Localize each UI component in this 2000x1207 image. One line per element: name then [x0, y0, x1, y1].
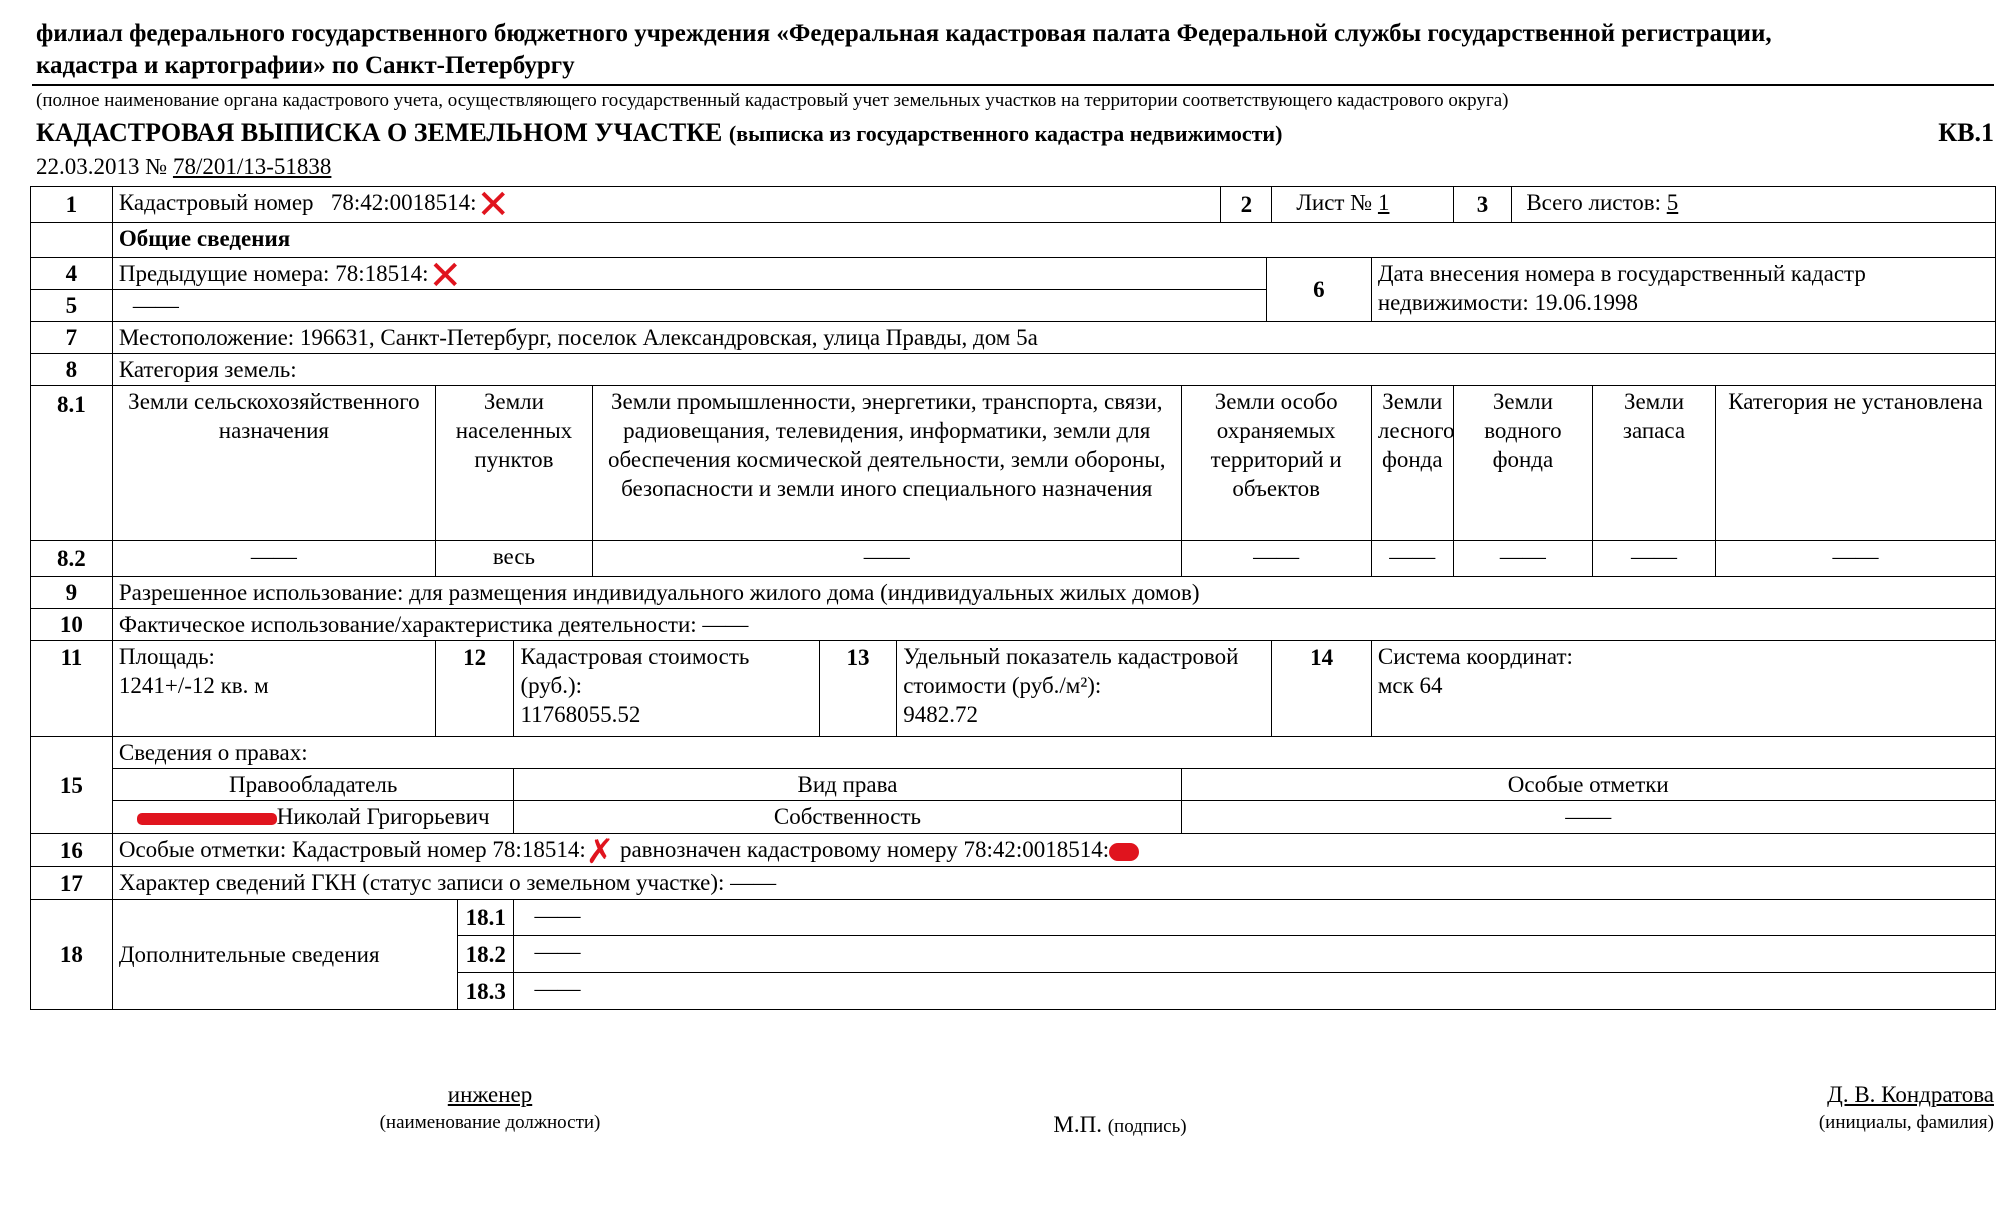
document-date-number — [36, 154, 331, 180]
cadastral-value-label: Кадастровая стоимость (руб.): — [520, 644, 750, 698]
cadastral-number-label: Кадастровый номер — [118, 190, 314, 215]
category-value: —— — [1371, 541, 1453, 577]
rights-holder: Николай Григорьевич — [276, 804, 490, 829]
coordinate-system-label: Система координат: — [1377, 644, 1573, 669]
rights-header-holder: Правообладатель — [112, 769, 514, 801]
row-num: 12 — [435, 641, 514, 737]
category-value: весь — [435, 541, 592, 577]
sheet-value: 1 — [1377, 190, 1390, 215]
row-num: 5 — [31, 290, 113, 322]
signer-caption: (инициалы, фамилия) — [1818, 1112, 1994, 1133]
rights-label: Сведения о правах: — [112, 737, 1995, 769]
category-industry: Земли промышленности, энергетики, транспорта, связи, радиовещания, телевидения, информатики, земли для обеспечения космической деятельности, земли обороны, безопасности и земли иного специального назначения — [592, 386, 1181, 541]
sheet-label: Лист № — [1296, 190, 1373, 215]
additional-info-value: —— — [514, 936, 1996, 973]
cadastral-number-cell — [112, 181, 1221, 228]
actual-use-cell: Фактическое использование/характеристика деятельности: —— — [112, 609, 1995, 641]
previous-numbers: Предыдущие номера: 78:18514: — [118, 261, 429, 286]
stamp-block — [1000, 1112, 1240, 1138]
additional-info-value: —— — [514, 973, 1996, 1010]
title-subtitle: (выписка из государственного кадастра недвижимости) — [728, 121, 1283, 146]
row-num: 15 — [31, 737, 113, 834]
additional-info-label: Дополнительные сведения — [112, 900, 457, 1010]
document-number: 78/201/13-51838 — [172, 154, 332, 179]
header-divider — [32, 84, 1994, 86]
specific-value-cell — [897, 641, 1272, 737]
rights-marks: —— — [1181, 801, 1996, 834]
category-protected: Земли особо охраняемых территорий и объектов — [1181, 386, 1371, 541]
row-8-1 — [31, 386, 1996, 541]
specific-value-label: Удельный показатель кадастровой стоимости (руб./м²): — [903, 644, 1239, 698]
row-num: 8 — [31, 354, 113, 386]
land-category-label: Категория земель: — [112, 354, 1995, 386]
category-value: —— — [1715, 541, 1995, 577]
category-settlements: Земли населенных пунктов — [435, 386, 592, 541]
row-18-1 — [31, 900, 1996, 936]
category-not-established: Категория не установлена — [1715, 386, 1995, 541]
row-num: 6 — [1266, 258, 1371, 322]
coordinate-system-value: мск 64 — [1377, 673, 1443, 698]
category-value: —— — [1181, 541, 1371, 577]
special-marks-text-a: Особые отметки: Кадастровый номер 78:18514: — [118, 837, 586, 862]
redaction-x-icon: ✕ — [428, 252, 462, 299]
title-main: КАДАСТРОВАЯ ВЫПИСКА О ЗЕМЕЛЬНОМ УЧАСТКЕ — [36, 118, 723, 147]
row-num: 18 — [31, 900, 113, 1010]
position-block — [340, 1082, 640, 1134]
category-reserve: Земли запаса — [1593, 386, 1716, 541]
position-caption: (наименование должности) — [379, 1112, 601, 1133]
row-num: 4 — [31, 258, 113, 290]
row-15-values — [31, 801, 1996, 834]
category-agricultural: Земли сельскохозяйственного назначения — [112, 386, 435, 541]
permitted-use-cell: Разрешенное использование: для размещения индивидуального жилого дома (индивидуальных жилых домов) — [112, 577, 1995, 609]
sheet-number-cell — [1272, 187, 1453, 223]
position-title: инженер — [447, 1082, 533, 1107]
redaction-x-icon: ✕ — [476, 181, 510, 228]
row-7 — [31, 322, 1996, 354]
row-num: 1 — [31, 187, 113, 223]
previous-numbers-cell — [112, 252, 1266, 299]
row-8-2 — [31, 541, 1996, 577]
total-sheets-label: Всего листов: — [1526, 190, 1661, 215]
rights-type: Собственность — [514, 801, 1181, 834]
specific-value: 9482.72 — [903, 702, 978, 727]
row-num: 18.2 — [458, 936, 514, 973]
category-water: Земли водного фонда — [1453, 386, 1592, 541]
additional-info-value: —— — [514, 900, 1996, 936]
signer-block — [1734, 1082, 1994, 1134]
cadastral-number-value: 78:42:0018514: — [330, 190, 477, 215]
row-num: 8.1 — [31, 386, 113, 541]
org-name-line-1: филиал федерального государственного бюджетного учреждения «Федеральная кадастровая палата Федеральной службы государственной регистрации, — [36, 20, 1772, 47]
row-15-headers — [31, 769, 1996, 801]
row-num: 2 — [1221, 187, 1272, 223]
rights-holder-cell — [112, 801, 514, 834]
cadastral-value-cell — [514, 641, 819, 737]
row-num: 3 — [1453, 187, 1512, 223]
document-date: 22.03.2013 — [36, 154, 140, 179]
stamp-label: М.П. — [1053, 1112, 1102, 1137]
special-marks-cell — [112, 831, 1995, 872]
row-num: 9 — [31, 577, 113, 609]
area-label: Площадь: — [118, 644, 215, 669]
row-num: 18.3 — [458, 973, 514, 1010]
rights-header-marks: Особые отметки — [1181, 769, 1996, 801]
row-num: 18.1 — [458, 900, 514, 936]
row-num: 10 — [31, 609, 113, 641]
cadastral-table — [30, 181, 1996, 1010]
general-info-heading: Общие сведения — [112, 223, 1995, 258]
coordinate-system-cell — [1371, 641, 1995, 737]
row-1 — [31, 187, 1996, 223]
row-num: 11 — [31, 641, 113, 737]
area-cell — [112, 641, 435, 737]
category-value: —— — [1593, 541, 1716, 577]
area-value: 1241+/-12 кв. м — [118, 673, 269, 698]
total-sheets-cell — [1512, 187, 1996, 223]
row-15-label — [31, 737, 1996, 769]
org-header — [36, 18, 1772, 82]
row-num: 8.2 — [31, 541, 113, 577]
stamp-caption: (подпись) — [1107, 1116, 1187, 1137]
row-8 — [31, 354, 1996, 386]
redaction-mark — [137, 813, 277, 825]
row-5-value: —— — [112, 290, 1266, 322]
row-num: 17 — [31, 867, 113, 900]
record-status-cell: Характер сведений ГКН (статус записи о земельном участке): —— — [112, 867, 1995, 900]
total-sheets-value: 5 — [1666, 190, 1679, 215]
registration-date-cell: Дата внесения номера в государственный кадастр недвижимости: 19.06.1998 — [1371, 258, 1995, 322]
category-value: —— — [1453, 541, 1592, 577]
category-forest: Земли лесного фонда — [1371, 386, 1453, 541]
form-code: КВ.1 — [1938, 118, 1994, 147]
row-num: 7 — [31, 322, 113, 354]
org-name-line-2: кадастра и картографии» по Санкт-Петербургу — [36, 52, 575, 79]
special-marks-text-b: равнозначен кадастровому номеру 78:42:0018514: — [614, 837, 1110, 862]
redaction-x-icon: ✗ — [585, 831, 615, 872]
number-prefix: № — [145, 154, 168, 179]
row-10 — [31, 609, 1996, 641]
category-value: —— — [112, 541, 435, 577]
location-cell: Местоположение: 196631, Санкт-Петербург, поселок Александровская, улица Правды, дом 5а — [112, 322, 1995, 354]
redaction-mark — [1109, 843, 1139, 861]
cadastral-value: 11768055.52 — [520, 702, 641, 727]
signer-name: Д. В. Кондратова — [1827, 1082, 1994, 1107]
row-general — [31, 223, 1996, 258]
row-4 — [31, 258, 1996, 290]
row-9 — [31, 577, 1996, 609]
row-16 — [31, 834, 1996, 867]
org-caption: (полное наименование органа кадастрового учета, осуществляющего государственный кадастровый учет земельных участков на территории соответствующего кадастрового округа) — [36, 90, 1509, 111]
row-17 — [31, 867, 1996, 900]
row-num: 14 — [1272, 641, 1372, 737]
rights-header-type: Вид права — [514, 769, 1181, 801]
empty-cell — [31, 223, 113, 258]
category-value: —— — [592, 541, 1181, 577]
row-11 — [31, 641, 1996, 737]
row-num: 13 — [819, 641, 896, 737]
document-title — [36, 118, 1282, 148]
row-num: 16 — [31, 834, 113, 867]
